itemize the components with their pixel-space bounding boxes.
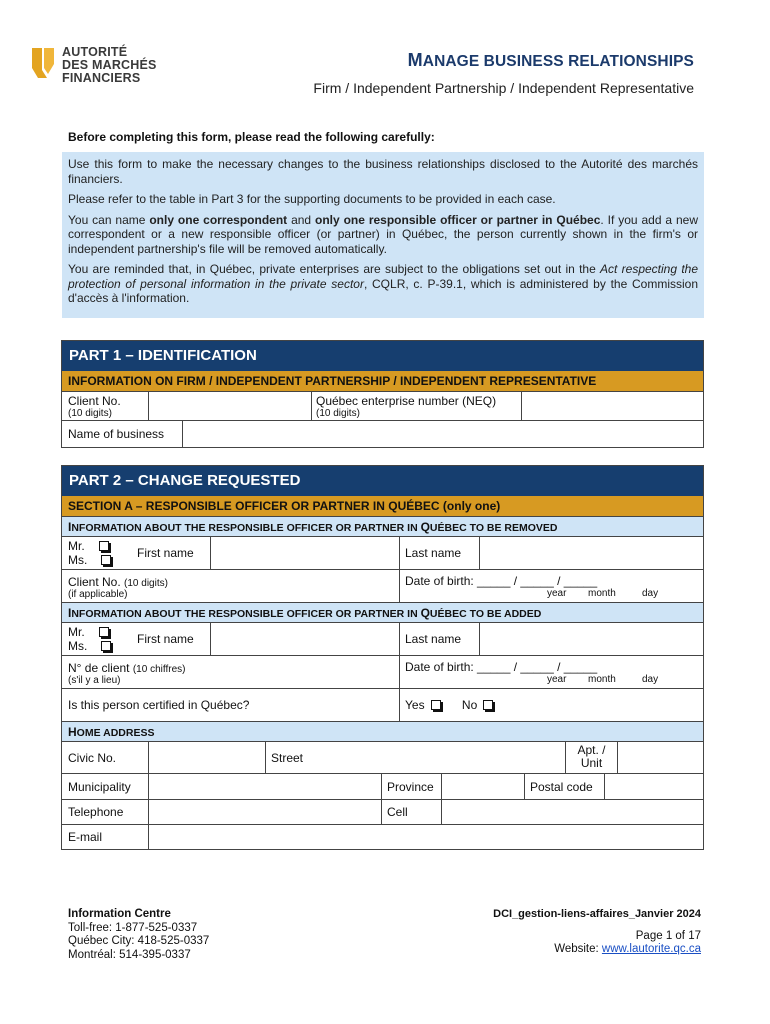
business-name-field[interactable] — [182, 421, 703, 447]
removed-dob-year: year — [547, 588, 567, 599]
cell-label: Cell — [381, 800, 441, 824]
home-address-heading — [62, 721, 703, 741]
phone-row — [62, 799, 703, 824]
footer-tollfree: Toll-free: 1-877-525-0337 — [68, 921, 198, 934]
logo-line-2: DES MARCHÉS — [62, 58, 157, 72]
added-last-name-field[interactable] — [479, 623, 703, 655]
province-field[interactable] — [441, 774, 524, 799]
certified-options — [399, 689, 703, 721]
client-no-label-cell — [68, 394, 121, 420]
certified-yes-checkbox[interactable] — [431, 700, 441, 710]
neq-label-cell — [311, 392, 521, 420]
removed-ms-option[interactable] — [68, 553, 111, 567]
client-no-field[interactable] — [148, 392, 311, 420]
notice-p4-a: You are reminded that, in Québec, private enterprises are subject to the obligations set out in the — [68, 262, 601, 276]
certified-no-option[interactable] — [462, 698, 493, 712]
notice-p4-b: Act respecting the protection of personal information in the private sector — [68, 262, 699, 291]
part-1-identification — [61, 340, 704, 448]
notice-paragraph-3 — [68, 213, 698, 257]
removed-title-options — [68, 539, 111, 569]
neq-hint: (10 digits) — [316, 408, 360, 419]
added-mr-option[interactable] — [68, 625, 111, 639]
added-dob-cell[interactable] — [399, 656, 703, 688]
footer-form-code: DCI_gestion-liens-affaires_Janvier 2024 — [493, 908, 701, 920]
removed-first-name-label: First name — [137, 546, 194, 560]
certified-yes-option[interactable] — [405, 698, 441, 712]
notice-p3-b: only one correspondent — [149, 212, 288, 227]
footer-website — [493, 943, 701, 957]
part-1-header: PART 1 – IDENTIFICATION — [62, 341, 703, 371]
added-heading-part-2: UÉBEC TO BE ADDED — [429, 608, 542, 620]
street-label: Street — [271, 751, 304, 765]
added-person-heading — [62, 602, 703, 622]
notice-paragraph-4 — [68, 262, 698, 306]
removed-ms-checkbox[interactable] — [101, 555, 111, 565]
added-client-no-label: N° de client — [68, 661, 130, 675]
footer-montreal: Montréal: 514-395-0337 — [68, 948, 191, 961]
added-title-options — [68, 625, 111, 655]
notice-p3-c: and — [287, 212, 316, 227]
business-name-row — [62, 420, 703, 447]
added-heading-cap-q: Q — [420, 606, 430, 620]
part-2-change-requested — [61, 465, 704, 850]
address-row — [62, 741, 703, 773]
removed-mr-checkbox[interactable] — [99, 541, 109, 551]
document-title — [408, 50, 694, 71]
footer-info — [493, 908, 701, 957]
added-client-no-hint: (10 chiffres) — [132, 664, 186, 675]
notice-p3-d: only one responsible officer or partner in Québec — [315, 212, 601, 227]
added-dob-label: Date of birth: _____ / _____ / _____ — [405, 660, 598, 674]
certified-no-label: No — [461, 698, 478, 712]
removed-dob-cell[interactable] — [399, 570, 703, 602]
footer-quebec: Québec City: 418-525-0337 — [68, 935, 210, 947]
municipality-row — [62, 773, 703, 799]
added-client-no-cell — [68, 661, 185, 688]
postal-code-field[interactable] — [604, 774, 703, 799]
logo-line-3: FINANCIERS — [62, 71, 141, 85]
removed-person-heading — [62, 516, 703, 536]
part-2-header: PART 2 – CHANGE REQUESTED — [62, 466, 703, 496]
neq-field[interactable] — [521, 392, 703, 420]
instructions-heading: Before completing this form, please read the following carefully: — [68, 130, 435, 144]
email-row — [62, 824, 703, 849]
added-dob-day: day — [642, 674, 659, 685]
apt-label-cell — [565, 742, 617, 773]
removed-client-no-cell — [68, 575, 168, 602]
added-first-name-label: First name — [137, 632, 194, 646]
municipality-field[interactable] — [148, 774, 381, 799]
logo-line-1: AUTORITÉ — [62, 45, 128, 59]
certified-yes-label: Yes — [405, 698, 425, 712]
notice-paragraph-2: Please refer to the table in Part 3 for the supporting documents to be provided in each case. — [68, 192, 556, 206]
street-field[interactable] — [265, 742, 565, 773]
certified-question: Is this person certified in Québec? — [68, 698, 250, 712]
removed-ms-label: Ms. — [68, 553, 88, 567]
footer-centre-title: Information Centre — [68, 908, 171, 920]
removed-heading-part-2: UÉBEC TO BE REMOVED — [429, 522, 558, 534]
title-rest: ANAGE BUSINESS RELATIONSHIPS — [422, 53, 694, 70]
removed-client-no-label: Client No. — [68, 575, 121, 589]
province-label: Province — [381, 774, 441, 799]
added-mr-checkbox[interactable] — [99, 627, 109, 637]
removed-client-no-hint: (10 digits) — [124, 578, 168, 589]
unit-label: Unit — [580, 756, 603, 770]
notice-p4-c: , CQLR, c. P-39.1, which is administered by the Commission d'accès à l'information. — [68, 276, 698, 305]
removed-mr-label: Mr. — [68, 539, 85, 553]
notice-paragraph-1: Use this form to make the necessary changes to the business relationships disclosed to the Autorité des marchés financiers. — [68, 157, 698, 186]
instructions-box — [62, 152, 704, 318]
added-mr-label: Mr. — [68, 625, 85, 639]
added-name-row — [62, 622, 703, 655]
client-neq-row — [62, 391, 703, 420]
home-heading-cap: H — [68, 725, 77, 739]
removed-client-dob-row — [62, 569, 703, 602]
footer-website-label: Website: — [554, 943, 602, 955]
municipality-label: Municipality — [68, 780, 131, 794]
removed-heading-cap-q: Q — [420, 520, 430, 534]
part-1-section-heading: INFORMATION ON FIRM / INDEPENDENT PARTNERSHIP / INDEPENDENT REPRESENTATIVE — [62, 371, 703, 391]
client-no-label: Client No. — [68, 394, 121, 408]
removed-name-row — [62, 536, 703, 569]
removed-heading-part-1: NFORMATION ABOUT THE RESPONSIBLE OFFICER OR PARTNER IN — [71, 522, 421, 534]
footer-contact — [68, 908, 209, 962]
title-cap: M — [407, 50, 423, 70]
telephone-label: Telephone — [68, 805, 124, 819]
civic-no-label: Civic No. — [68, 751, 117, 765]
amf-logo-text — [62, 46, 157, 85]
notice-p3-e: . If you add a new correspondent or a new responsible officer (or partner) in Québec, the person currently shown in the firm's or independent partnership's file will be removed automatically. — [68, 212, 699, 256]
added-ms-label: Ms. — [68, 639, 88, 653]
removed-dob-month: month — [588, 588, 616, 599]
apt-field[interactable] — [617, 742, 703, 773]
removed-mr-option[interactable] — [68, 539, 111, 553]
certified-row — [62, 688, 703, 721]
footer-website-link[interactable]: www.lautorite.qc.ca — [601, 943, 701, 955]
cell-field[interactable] — [441, 800, 703, 824]
apt-label: Apt. / — [577, 743, 606, 757]
amf-logo — [30, 44, 170, 90]
added-heading-part-1: NFORMATION ABOUT THE RESPONSIBLE OFFICER OR PARTNER IN — [71, 608, 421, 620]
added-ms-checkbox[interactable] — [101, 641, 111, 651]
added-dob-year: year — [547, 674, 567, 685]
removed-dob-label: Date of birth: _____ / _____ / _____ — [405, 574, 598, 588]
telephone-field[interactable] — [148, 800, 381, 824]
email-label: E-mail — [68, 830, 103, 844]
notice-p3-a: You can name — [68, 212, 150, 227]
civic-no-field[interactable] — [148, 742, 265, 773]
removed-last-name-field[interactable] — [479, 537, 703, 569]
removed-last-name-label: Last name — [399, 537, 479, 569]
added-heading-cap-i: I — [68, 606, 72, 620]
certified-no-checkbox[interactable] — [483, 700, 493, 710]
added-dob-month: month — [588, 674, 616, 685]
neq-label: Québec enterprise number (NEQ) — [316, 394, 497, 408]
home-heading-rest: OME ADDRESS — [76, 727, 155, 739]
removed-heading-cap-i: I — [68, 520, 72, 534]
footer-page-number: Page 1 of 17 — [635, 929, 701, 942]
email-field[interactable] — [148, 825, 703, 849]
added-first-name-field[interactable] — [210, 623, 399, 655]
added-client-dob-row — [62, 655, 703, 688]
amf-logo-mark — [30, 44, 60, 84]
postal-code-label: Postal code — [524, 774, 604, 799]
removed-if-applicable: (if applicable) — [68, 589, 128, 600]
added-if-applicable: (s'il y a lieu) — [68, 675, 121, 686]
client-no-hint: (10 digits) — [68, 408, 112, 419]
added-last-name-label: Last name — [399, 623, 479, 655]
business-name-label: Name of business — [68, 427, 165, 441]
removed-first-name-field[interactable] — [210, 537, 399, 569]
document-subtitle: Firm / Independent Partnership / Independent Representative — [313, 80, 694, 96]
added-ms-option[interactable] — [68, 639, 111, 653]
section-a-heading: SECTION A – RESPONSIBLE OFFICER OR PARTNER IN QUÉBEC (only one) — [62, 496, 703, 516]
removed-dob-day: day — [642, 588, 659, 599]
